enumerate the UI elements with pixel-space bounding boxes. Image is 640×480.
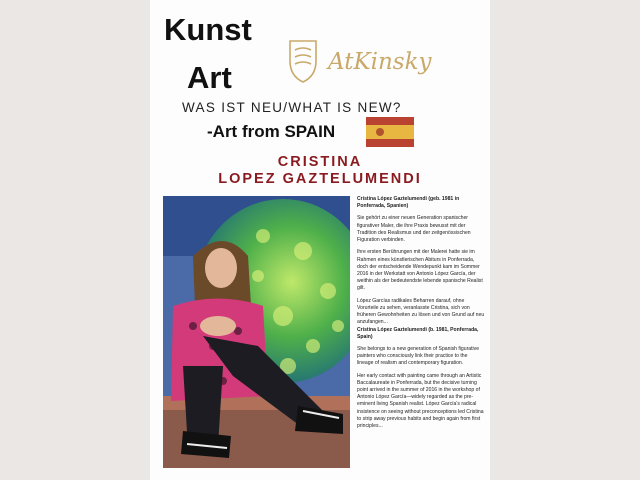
bio-paragraph-de-2: Ihre ersten Berührungen mit der Malerei hatte sie im Rahmen eines künstlerischen Abiturs in Ponferrada, doch der entscheidende Wendepunkt kam im Sommer 2016 in der Werkstatt von Antonio López García, der weithin als der bedeutendste lebende spanische Realist gilt. bbox=[357, 249, 483, 292]
biography-text bbox=[357, 196, 485, 435]
bio-paragraph-de-1: Sie gehört zu einer neuen Generation spanischer figurativer Maler, die ihre Praxis bewusst mit der Tradition des Realismus und der zeitgenössischen Figuration verbinden. bbox=[357, 215, 471, 244]
atkinsky-logo bbox=[286, 36, 466, 86]
bio-heading-de: Cristina López Gaztelumendi (geb. 1981 in Ponferrada, Spanien) bbox=[357, 196, 460, 210]
artist-first-name: CRISTINA bbox=[277, 154, 363, 170]
right-margin-panel bbox=[490, 0, 640, 480]
title-kunst: Kunst bbox=[164, 12, 252, 47]
spain-flag-icon bbox=[366, 117, 414, 147]
artist-portrait-photo bbox=[163, 196, 350, 468]
logo-text: AtKinsky bbox=[328, 49, 432, 75]
poster-page bbox=[150, 0, 490, 480]
bio-heading-en: Cristina López Gaztelumendi (b. 1981, Ponferrada, Spain) bbox=[357, 326, 479, 340]
left-margin-panel bbox=[0, 0, 150, 480]
title-art: Art bbox=[187, 60, 232, 95]
artist-last-name: LOPEZ GAZTELUMENDI bbox=[218, 171, 422, 187]
from-spain-heading: -Art from SPAIN bbox=[207, 122, 336, 141]
whats-new-heading: WAS IST NEU/WHAT IS NEW? bbox=[182, 100, 402, 115]
bio-paragraph-en-2: Her early contact with painting came through an Artistic Baccalaureate in Ponferrada, but the decisive turning point arrived in the summer of 2016 in the workshop of Antonio López García—widely regarded as the pre-eminent living Spanish realist. López García's radical insistence on seeing without preconceptions led Cristina to strip away previous habits and begin again from first principles... bbox=[357, 372, 484, 430]
bio-paragraph-de-3: López Garcías radikales Beharren darauf, ohne Vorurteile zu sehen, veranlasste Cristina, sich von früheren Gewohnheiten zu lösen und von Grund auf neu anzufangen... bbox=[357, 297, 485, 326]
bio-paragraph-en-1: She belongs to a new generation of Spanish figurative painters who consciously link their practice to the lineage of realism and contemporary figuration. bbox=[357, 345, 480, 367]
shield-icon bbox=[290, 41, 316, 82]
